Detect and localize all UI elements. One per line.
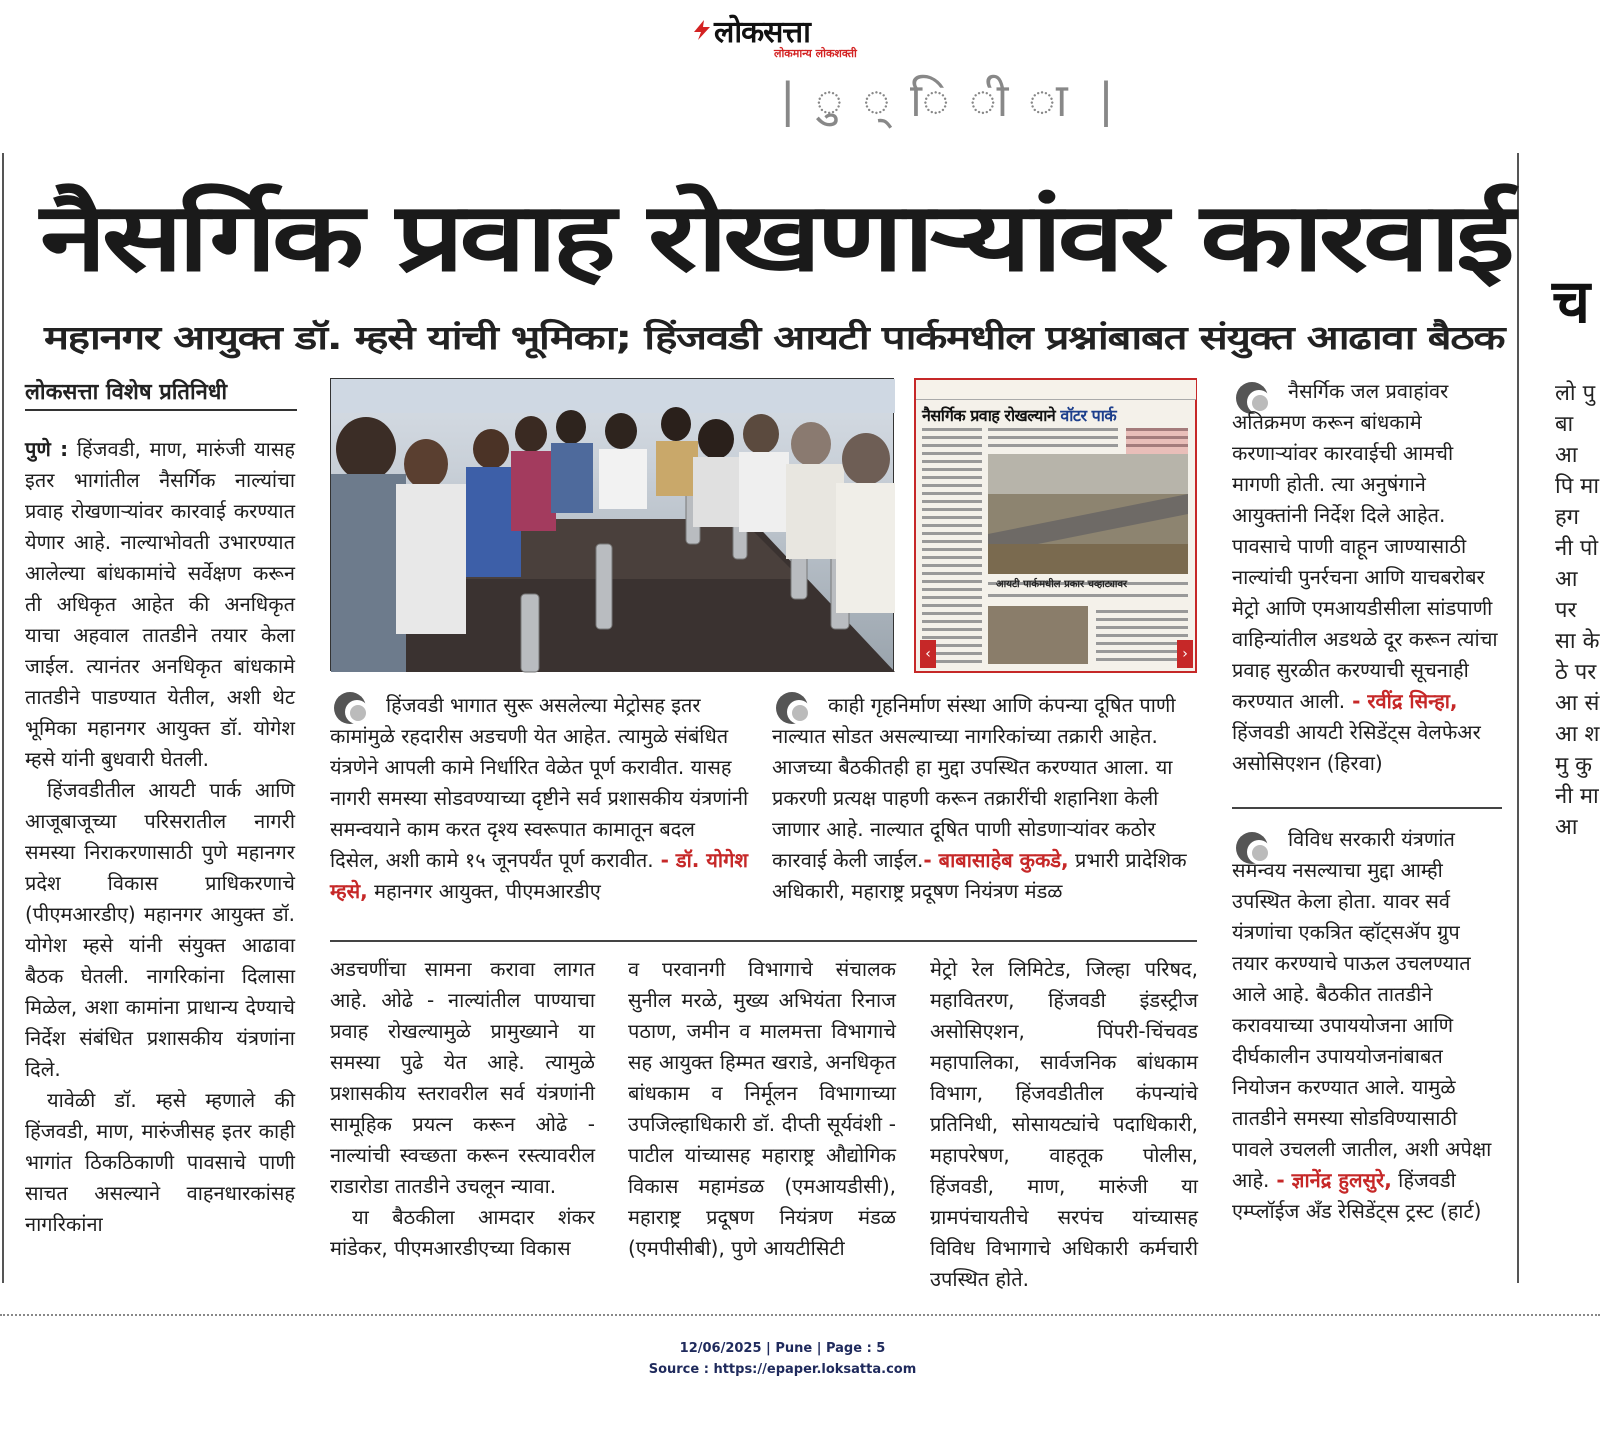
clipping-headline (922, 404, 1190, 426)
article-subheadline: महानगर आयुक्त डॉ. म्हसे यांची भूमिका; हिंजवडी आयटी पार्कमधील प्रश्नांबाबत संयुक्त आढावा बैठक (44, 318, 1505, 357)
quote-role: हिंजवडी आयटी रेसिडेंट्स वेलफेअर असोसिएशन (हिरवा) (1232, 720, 1481, 775)
quote-kukade (772, 690, 1197, 907)
quote-text: हिंजवडी भागात सुरू असलेल्या मेट्रोसह इतर कामांमुळे रहदारीस अडचणी येत आहेत. त्यामुळे संबंधित यंत्रणेने आपली कामे निर्धारित वेळेत पूर्ण करावीत. यासह नागरी समस्या सोडवण्याच्या दृष्टीने सर्व प्रशासकीय यंत्रणांनी समन्वयाने काम करत दृश्य स्वरूपात कामातून बदल दिसेल, अशी कामे १५ जूनपर्यंत पूर्ण करावीत. (330, 693, 749, 872)
clipping-headline-part2: वॉटर पार्क (1060, 406, 1117, 425)
quote-role: प्रभारी प्रादेशिक अधिकारी, महाराष्ट्र प्रदूषण नियंत्रण मंडळ (772, 848, 1187, 903)
column-divider (1517, 153, 1519, 1283)
article-column-3 (628, 954, 896, 1264)
quote-name: - डॉ. योगेश म्हसे, (330, 848, 748, 903)
article-column-4 (930, 954, 1198, 1295)
quote-role: महानगर आयुक्त, पीएमआरडीए (367, 879, 601, 903)
chevron-left-icon[interactable]: ‹ (920, 640, 936, 668)
flame-icon (690, 18, 714, 42)
clipping-header (916, 380, 1196, 400)
article-column-1 (25, 434, 295, 1240)
quote-text: नैसर्गिक जल प्रवाहांवर अतिक्रमण करून बांधकामे करणाऱ्यांवर कारवाईची आमची मागणी होती. त्या अनुषंगाने आयुक्तांनी निर्देश दिले आहेत. पावसाचे पाणी वाहून जाण्यासाठी नाल्यांची पुनर्रचना आणि याचबरोबर मेट्रो आणि एमआयडीसीला सांडपाणी वाहिन्यांतील अडथळे दूर करून त्यांचा प्रवाह सुरळीत करण्याची सूचनाही करण्यात आली. (1232, 379, 1498, 713)
quote-name: - बाबासाहेब कुकडे, (923, 848, 1069, 872)
loksatta-logo[interactable] (690, 10, 920, 62)
paragraph: अडचणींचा सामना करावा लागत आहे. ओढे - नाल्यांतील पाण्याचा प्रवाह रोखल्यामुळे प्रामुख्याने या समस्या पुढे येत आहे. त्यामुळे प्रशासकीय स्तरावरील सर्व यंत्रणांनी सामूहिक प्रयत्न करून ओढे - नाल्यांची स्वच्छता करून रस्त्यावरील राडारोडा तातडीने उचलून न्यावा. (330, 957, 595, 1198)
byline: लोकसत्ता विशेष प्रतिनिधी (25, 380, 228, 405)
paragraph: मेट्रो रेल लिमिटेड, जिल्हा परिषद, महावितरण, हिंजवडी इंडस्ट्रीज असोसिएशन, पिंपरी-चिंचवड महापालिका, सार्वजनिक बांधकाम विभाग, हिंजवडीतील कंपन्यांचे प्रतिनिधी, सोसायट्यांचे पदाधिकारी, महापरेषण, वाहतूक पोलीस, हिंजवडी, माण, मारुंजी या ग्रामपंचायतीचे सरपंच यांच्यासह विविध विभागाचे अधिकारी कर्मचारी उपस्थित होते. (930, 957, 1198, 1291)
paragraph: या बैठकीला आमदार शंकर मांडेकर, पीएमआरडीएच्या विकास (330, 1205, 595, 1260)
paragraph: यावेळी डॉ. म्हसे म्हणाले की हिंजवडी, माण, मारुंजीसह इतर काही भागांत ठिकठिकाणी पावसाचे पाणी साचत असल्याने वाहनधारकांसह नागरिकांना (25, 1088, 295, 1236)
dateline: पुणे : (25, 437, 69, 461)
brand-tagline: लोकमान्य लोकशक्ती (774, 47, 857, 60)
quote-text: विविध सरकारी यंत्रणांत समन्वय नसल्याचा मुद्दा आम्ही उपस्थित केला होता. यावर सर्व यंत्रणांचा एकत्रित व्हॉट्सॲप ग्रुप तयार करण्याचे पाऊल उचलण्यात आले आहे. बैठकीत तातडीने करावयाच्या उपाययोजना आणि दीर्घकालीन उपाययोजनांबाबत नियोजन करण्यात आले. यामुळे तातडीने समस्या सोडविण्यासाठी पावले उचलली जातील, अशी अपेक्षा आहे. (1232, 827, 1492, 1192)
section-rule (1232, 807, 1502, 809)
masthead (0, 0, 1600, 70)
neighbor-headline-fragment: च (1552, 267, 1591, 337)
article-headline: नैसर्गिक प्रवाह रोखणाऱ्यांवर कारवाई (40, 183, 1510, 293)
footer-date-page: 12/06/2025 | Pune | Page : 5 (679, 1341, 886, 1356)
neighbor-column-fragment: लो पु बा आ पि मा हग नी पो आ पर सा के ठे पर आ सं आ श मु कु नी मा आ (1555, 381, 1600, 840)
paragraph: हिंजवडीतील आयटी पार्क आणि आजूबाजूच्या परिसरातील नागरी समस्या निराकरणासाठी पुणे महानगर प्रदेश विकास प्राधिकरणाचे (पीएमआरडीए) महानगर आयुक्त डॉ. योगेश म्हसे यांनी संयुक्त आढावा बैठक घेतली. नागरिकांना दिलासा मिळेल, अशा कामांना प्राधान्य देण्याचे निर्देश संबंधित प्रशासकीय यंत्रणांना दिले. (25, 778, 295, 1081)
quote-name: - रवींद्र सिन्हा, (1345, 689, 1458, 713)
quote-hulsure (1232, 824, 1502, 1227)
brand-name: लोकसत्ता (714, 15, 810, 50)
quote-mhase (330, 690, 750, 907)
section-rule (330, 940, 1197, 942)
photo-scene (331, 379, 895, 672)
article-column-2 (330, 954, 595, 1264)
paragraph: व परवानगी विभागाचे संचालक सुनील मरळे, मुख्य अभियंता रिनाज पठाण, जमीन व मालमत्ता विभागाचे सह आयुक्त हिम्मत खराडे, अनधिकृत बांधकाम व निर्मूलन विभागाच्या उपजिल्हाधिकारी डॉ. दीप्ती सूर्यवंशी - पाटील यांच्यासह महाराष्ट्र औद्योगिक विकास महामंडळ (एमआयडीसी), महाराष्ट्र प्रदूषण नियंत्रण मंडळ (एमपीसीबी), पुणे आयटीसिटी (628, 957, 896, 1260)
byline-rule (25, 409, 297, 411)
earlier-news-clipping (914, 378, 1197, 673)
paragraph: हिंजवडी, माण, मारुंजी यासह इतर भागांतील नैसर्गिक नाल्यांचा प्रवाह रोखणाऱ्यांवर कारवाई करण्यात येणार आहे. नाल्याभोवती उभारण्यात आलेल्या बांधकामांचे सर्वेक्षण करून ती अधिकृत आहेत की अनधिकृत याचा अहवाल तातडीने तयार केला जाईल. त्यानंतर अनधिकृत बांधकामे तातडीने पाडण्यात येतील, अशी थेट भूमिका महानगर आयुक्त डॉ. योगेश म्हसे यांनी बुधवारी घेतली. (25, 437, 295, 771)
footer-source-link[interactable]: Source : https://epaper.loksatta.com (648, 1362, 917, 1377)
clipping-body (916, 424, 1195, 674)
news-clipping (0, 73, 1600, 1314)
cut-off-text-fragment: | ु ् ि ी ा | (780, 73, 1122, 127)
meeting-photo (330, 378, 894, 671)
clipping-caption: आयटी पार्कमधील प्रकार चव्हाट्यावर (996, 579, 1128, 590)
clipping-headline-part1: नैसर्गिक प्रवाह रोखल्याने (922, 406, 1061, 425)
quote-sinha (1232, 376, 1502, 779)
quote-name: - ज्ञानेंद्र हुलसुरे, (1269, 1168, 1392, 1192)
quote-role: हिंजवडी एम्प्लॉईज अँड रेसिडेंट्स ट्रस्ट (हार्ट) (1232, 1168, 1482, 1223)
quote-text: काही गृहनिर्माण संस्था आणि कंपन्या दूषित पाणी नाल्यात सोडत असल्याच्या नागरिकांच्या तक्रारी आहेत. आजच्या बैठकीतही हा मुद्दा उपस्थित करण्यात आला. या प्रकरणी प्रत्यक्ष पाहणी करून तक्रारींची शहानिशा केली जाणार आहे. नाल्यात दूषित पाणी सोडणाऱ्यांवर कठोर कारवाई केली जाईल. (772, 693, 1176, 872)
column-divider (2, 153, 4, 1283)
footer-divider (0, 1314, 1600, 1316)
chevron-right-icon[interactable]: › (1177, 640, 1193, 668)
